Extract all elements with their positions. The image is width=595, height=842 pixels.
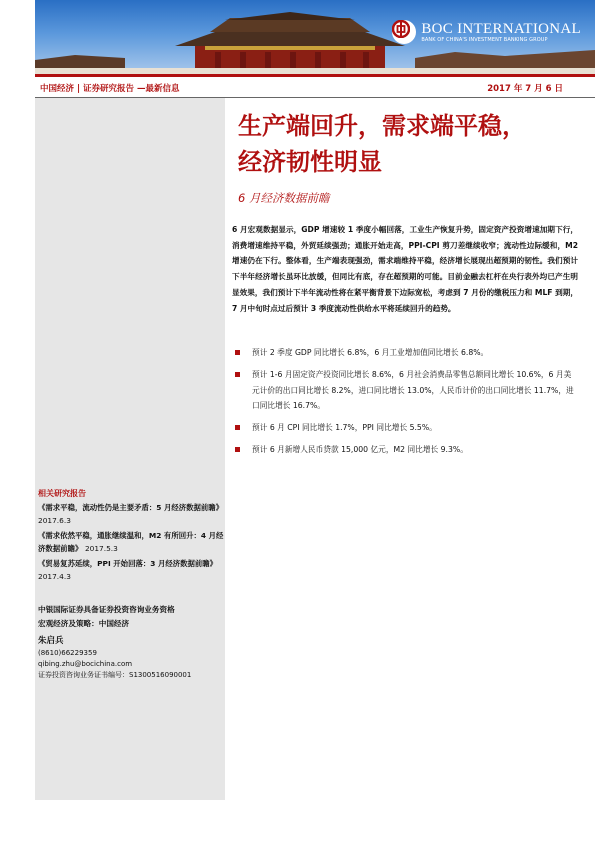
bullet-square-icon [235, 425, 240, 430]
related-report-date: 2017.4.3 [38, 572, 71, 581]
page-subtitle: 6 月经济数据前瞻 [238, 191, 330, 205]
report-date: 2017 年 7 月 6 日 [487, 84, 563, 94]
qualification-block [38, 603, 226, 631]
list-item: 预计 2 季度 GDP 同比增长 6.8%，6 月工业增加值同比增长 6.8%。 [232, 345, 578, 361]
page-title [238, 108, 578, 180]
report-category: 中国经济 | 证券研究报告 —最新信息 [40, 84, 180, 94]
boc-logo-icon [392, 20, 416, 44]
related-report-title[interactable]: 《需求平稳，流动性仍是主要矛盾：5 月经济数据前瞻》 [38, 503, 224, 512]
related-report-item[interactable] [38, 557, 226, 583]
qualification-statement: 中银国际证券具备证券投资咨询业务资格 [38, 605, 175, 614]
header-banner [35, 0, 595, 74]
coverage-area: 宏观经济及策略：中国经济 [38, 619, 130, 628]
bullet-square-icon [235, 372, 240, 377]
analyst-name: 朱启兵 [38, 636, 64, 646]
list-item: 预计 6 月新增人民币贷款 15,000 亿元，M2 同比增长 9.3%。 [232, 442, 578, 458]
related-report-item[interactable] [38, 529, 226, 555]
report-meta-bar [40, 82, 595, 96]
bullet-square-icon [235, 350, 240, 355]
related-report-title[interactable]: 《贸易复苏延续，PPI 开始回落：3 月经济数据前瞻》 [38, 559, 218, 568]
related-report-item[interactable] [38, 501, 226, 527]
brand-subtitle: BANK OF CHINA'S INVESTMENT BANKING GROUP [421, 36, 548, 43]
left-sidebar [35, 98, 225, 800]
brand-name: BOC INTERNATIONAL [421, 20, 581, 37]
related-report-date: 2017.6.3 [38, 516, 71, 525]
analyst-info [38, 635, 226, 681]
related-reports [38, 488, 226, 585]
summary-paragraph: 6 月宏观数据显示，GDP 增速较 1 季度小幅回落，工业生产恢复升势，固定资产投资增速加期下行，消费增速维持平稳，外贸延续强劲；通胀开始走高，PPI-CPI 剪刀差继续收窄；流动性边际缓和，M2 增速仍在下行。整体看，生产端表现强劲，需求端维持平稳，经济增长展现出超预期的韧性。我们预计下半年经济增长虽环比放缓，但同比有底，存在超预期的可能。目前金融去杠杆在央行表外均已产生明显效果，我们预计下半年流动性将在紧平衡背景下边际宽松，考虑到 7 月份的缴税压力和 MLF 到期，7 月中旬时点过后预计 3 季度流动性供给水平将延续回升的趋势。 [232, 225, 578, 313]
related-reports-heading: 相关研究报告 [38, 489, 86, 498]
list-item: 预计 6 月 CPI 同比增长 1.7%，PPI 同比增长 5.5%。 [232, 420, 578, 436]
list-item: 预计 1-6 月固定资产投资同比增长 8.6%，6 月社会消费品零售总额同比增长 10.6%，6 月美元计价的出口同比增长 8.2%，进口同比增长 13.0%，人民币计价的出口同比增长 11.7%，进口同比增长 16.7%。 [232, 367, 578, 414]
title-line-1: 生产端回升，需求端平稳， [238, 111, 526, 140]
related-report-date: 2017.5.3 [84, 544, 118, 553]
analyst-license: 证券投资咨询业务证书编号：S1300516090001 [38, 671, 192, 679]
boci-logo [392, 20, 581, 44]
header-divider [35, 74, 595, 77]
forecast-list [232, 345, 578, 464]
analyst-phone: (8610)66229359 [38, 649, 97, 657]
title-line-2: 经济韧性明显 [238, 147, 382, 176]
analyst-email[interactable]: qibing.zhu@bocichina.com [38, 660, 133, 668]
related-report-title[interactable]: 《需求依然平稳，通胀继续温和，M2 有所回升：4 月经济数据前瞻》 [38, 531, 224, 553]
bullet-square-icon [235, 447, 240, 452]
